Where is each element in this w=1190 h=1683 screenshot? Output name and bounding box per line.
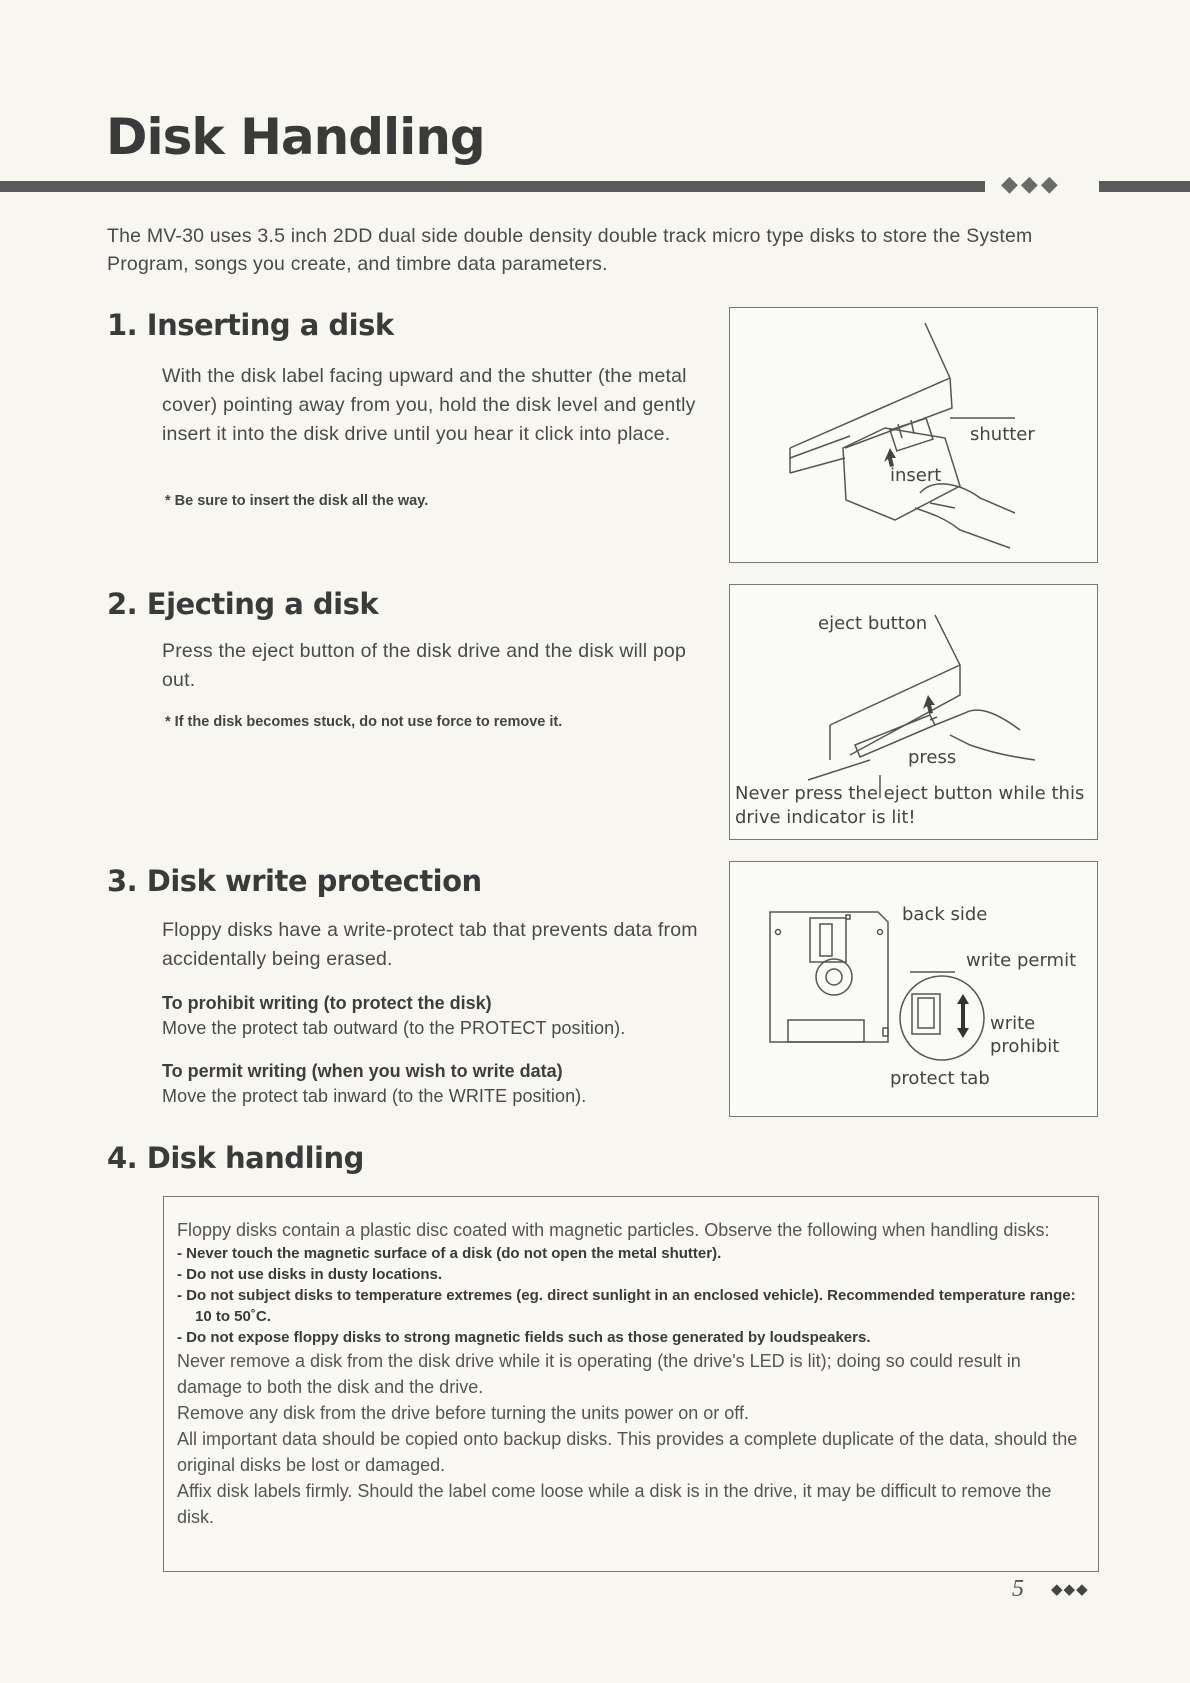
write-protection-body: Floppy disks have a write-protect tab that prevents data from accidentally being erased. <box>162 919 698 970</box>
ejecting-body: Press the eject button of the disk drive and the disk will pop out. <box>162 640 687 691</box>
page-title: Disk Handling <box>106 108 485 166</box>
ejecting-note: * If the disk becomes stuck, do not use force to remove it. <box>165 714 563 730</box>
handling-paragraph: Never remove a disk from the disk drive while it is operating (the drive's LED is lit); doing so could result in damage to both the disk and the drive. <box>177 1351 1021 1397</box>
prohibit-label: prohibit <box>990 1036 1060 1057</box>
insert-disk-illustration <box>730 308 1097 562</box>
handling-bullet-list <box>177 1243 1083 1348</box>
eject-warning: Never press the eject button while this drive indicator is lit! <box>735 783 1085 828</box>
handling-bullet: - Do not expose floppy disks to strong magnetic fields such as those generated by loudspeakers. <box>177 1327 1083 1348</box>
handling-paragraph: All important data should be copied onto backup disks. This provides a complete duplicate of the data, should the original disks be lost or damaged. <box>177 1429 1078 1475</box>
inserting-body: With the disk label facing upward and the shutter (the metal cover) pointing away from you, hold the disk level and gently insert it into the disk drive until you hear it click into place. <box>162 365 696 445</box>
prohibit-writing-text: Move the protect tab outward (to the PROTECT position). <box>162 1018 626 1038</box>
disk-handling-box <box>163 1196 1099 1572</box>
page-number: 5 <box>1012 1576 1024 1602</box>
back-side-label: back side <box>902 904 988 925</box>
intro-paragraph: The MV-30 uses 3.5 inch 2DD dual side double density double track micro type disks to store the System Program, songs you create, and timbre data parameters. <box>107 225 1033 275</box>
shutter-label: shutter <box>970 424 1035 445</box>
inserting-note: * Be sure to insert the disk all the way. <box>165 493 429 509</box>
handling-bullet: - Do not use disks in dusty locations. <box>177 1264 1083 1285</box>
handling-bullet: - Never touch the magnetic surface of a disk (do not open the metal shutter). <box>177 1243 1083 1264</box>
eject-button-label: eject button <box>818 613 928 634</box>
insert-disk-figure <box>729 307 1098 563</box>
footer-diamonds: ◆◆◆ <box>1051 1580 1089 1598</box>
write-protect-figure <box>729 861 1098 1117</box>
title-rule-right <box>1099 181 1190 192</box>
handling-paragraph: Remove any disk from the drive before turning the units power on or off. <box>177 1403 749 1423</box>
section-heading-inserting: 1. Inserting a disk <box>107 308 394 342</box>
handling-paragraph: Affix disk labels firmly. Should the label come loose while a disk is in the drive, it may be difficult to remove the disk. <box>177 1481 1052 1527</box>
protect-tab-label: protect tab <box>890 1068 990 1089</box>
write-permit-label: write permit <box>966 950 1077 971</box>
eject-disk-figure <box>729 584 1098 840</box>
section-heading-ejecting: 2. Ejecting a disk <box>107 587 379 621</box>
insert-label: insert <box>890 465 942 486</box>
permit-writing-title: To permit writing (when you wish to write data) <box>162 1061 563 1081</box>
press-label: press <box>908 747 957 768</box>
handling-intro: Floppy disks contain a plastic disc coated with magnetic particles. Observe the following when handling disks: <box>177 1220 1050 1240</box>
prohibit-writing-title: To prohibit writing (to protect the disk) <box>162 993 492 1013</box>
write-label: write <box>990 1013 1036 1034</box>
handling-bullet: - Do not subject disks to temperature extremes (eg. direct sunlight in an enclosed vehicle). Recommended temperature range: 10 to 50˚C. <box>177 1285 1083 1327</box>
title-diamonds: ◆◆◆ <box>1001 172 1061 197</box>
section-heading-disk-handling: 4. Disk handling <box>107 1141 364 1175</box>
permit-writing-text: Move the protect tab inward (to the WRITE position). <box>162 1086 587 1106</box>
section-heading-write-protection: 3. Disk write protection <box>107 864 482 898</box>
title-rule <box>0 181 985 192</box>
